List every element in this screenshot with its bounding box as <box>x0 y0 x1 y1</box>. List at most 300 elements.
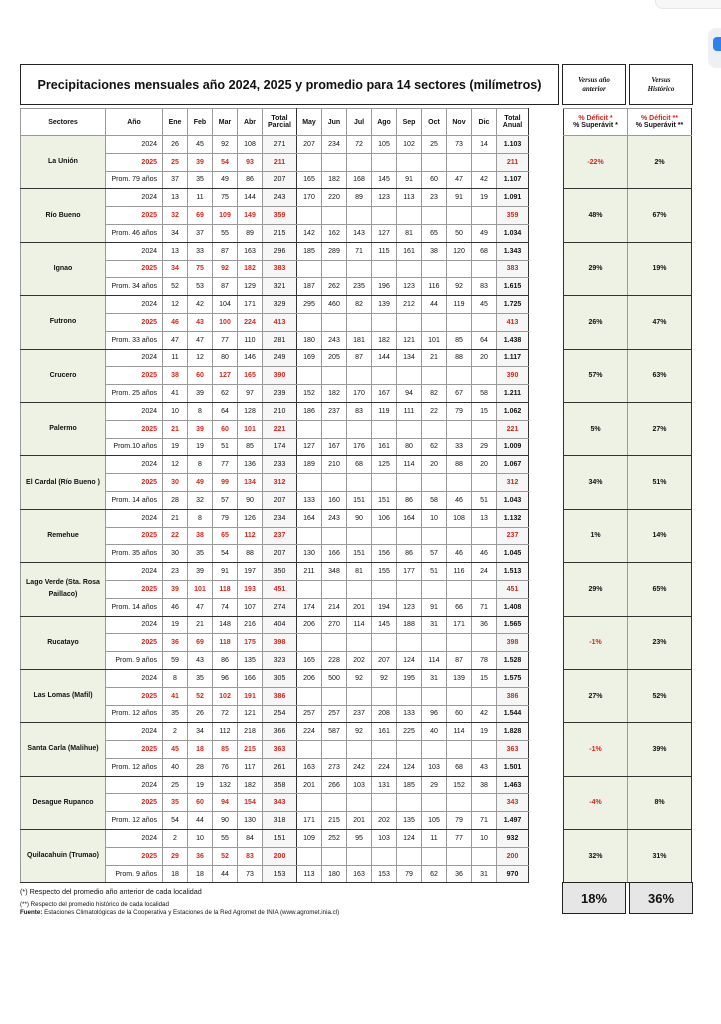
total-anual-value: 1.062 <box>497 402 529 420</box>
month-value: 45 <box>163 741 188 759</box>
vs-anterior-value: -22% <box>564 136 628 189</box>
month-value <box>322 634 347 652</box>
month-value: 135 <box>238 652 263 670</box>
month-value: 126 <box>238 509 263 527</box>
year-cell: Prom. 46 años <box>106 224 163 242</box>
total-parcial-value: 261 <box>263 758 297 776</box>
month-value <box>297 580 322 598</box>
month-value: 62 <box>422 865 447 883</box>
month-value: 206 <box>297 616 322 634</box>
total-parcial-value: 383 <box>263 260 297 278</box>
year-cell: 2025 <box>106 580 163 598</box>
month-value <box>322 580 347 598</box>
month-value: 104 <box>213 296 238 314</box>
vs-historico-value: 51% <box>628 456 692 509</box>
month-value: 71 <box>472 812 497 830</box>
month-value: 77 <box>213 456 238 474</box>
month-value: 87 <box>347 349 372 367</box>
month-value <box>372 367 397 385</box>
month-value: 460 <box>322 296 347 314</box>
month-value: 113 <box>397 189 422 207</box>
total-anual-value: 1.501 <box>497 758 529 776</box>
month-value <box>397 313 422 331</box>
month-value: 224 <box>238 313 263 331</box>
month-value: 135 <box>397 812 422 830</box>
month-value: 99 <box>213 474 238 492</box>
month-value: 169 <box>297 349 322 367</box>
total-anual-value: 312 <box>497 474 529 492</box>
gap-cell <box>529 207 564 225</box>
month-value: 186 <box>297 402 322 420</box>
month-value: 10 <box>422 509 447 527</box>
month-value: 2 <box>163 830 188 848</box>
side-panel-toggle[interactable] <box>708 28 721 68</box>
month-value <box>397 367 422 385</box>
month-value: 19 <box>188 438 213 456</box>
year-cell: 2024 <box>106 669 163 687</box>
footnote-source: Fuente: Estaciones Climatológicas de la Cooperativa y Estaciones de la Red Agromet de INIA (www.agromet.inia.cl) <box>20 909 340 916</box>
month-value: 165 <box>238 367 263 385</box>
total-anual-value: 237 <box>497 527 529 545</box>
month-value: 8 <box>188 509 213 527</box>
month-value: 64 <box>213 402 238 420</box>
month-value: 201 <box>297 776 322 794</box>
month-value <box>447 260 472 278</box>
total-anual-value: 363 <box>497 741 529 759</box>
month-value: 34 <box>188 723 213 741</box>
col-deficit-historico: % Déficit ** % Superávit ** <box>628 109 692 136</box>
month-value: 171 <box>447 616 472 634</box>
year-cell: 2024 <box>106 189 163 207</box>
gap-cell <box>529 847 564 865</box>
month-value <box>347 847 372 865</box>
month-value <box>347 474 372 492</box>
total-anual-value: 390 <box>497 367 529 385</box>
month-value: 86 <box>238 171 263 189</box>
total-anual-value: 1.043 <box>497 491 529 509</box>
month-value <box>472 153 497 171</box>
month-value: 149 <box>238 207 263 225</box>
month-value: 170 <box>347 385 372 403</box>
sector-name: Crucero <box>21 349 106 402</box>
month-value <box>322 367 347 385</box>
month-value <box>322 474 347 492</box>
month-value: 202 <box>347 652 372 670</box>
year-cell: Prom. 12 años <box>106 758 163 776</box>
month-value: 44 <box>188 812 213 830</box>
month-value: 82 <box>422 385 447 403</box>
gap-cell <box>529 420 564 438</box>
month-value: 32 <box>188 491 213 509</box>
gap-cell <box>529 669 564 687</box>
month-value: 29 <box>472 438 497 456</box>
month-value: 89 <box>238 224 263 242</box>
month-value <box>372 207 397 225</box>
month-value: 35 <box>188 171 213 189</box>
month-value: 176 <box>347 438 372 456</box>
month-value: 114 <box>397 456 422 474</box>
gap-cell <box>529 865 564 883</box>
month-value: 20 <box>422 456 447 474</box>
month-value: 30 <box>163 545 188 563</box>
month-value <box>297 367 322 385</box>
month-value: 33 <box>188 242 213 260</box>
table-row <box>21 402 692 420</box>
total-anual-value: 1.528 <box>497 652 529 670</box>
total-vs-anterior: 18% <box>562 882 626 914</box>
month-value: 170 <box>297 189 322 207</box>
month-value: 15 <box>472 669 497 687</box>
month-value: 295 <box>297 296 322 314</box>
versus-anterior-header: Versus año anterior <box>562 64 626 105</box>
month-value: 136 <box>238 456 263 474</box>
month-value: 18 <box>163 865 188 883</box>
month-value <box>422 153 447 171</box>
month-value <box>397 794 422 812</box>
total-anual-value: 932 <box>497 830 529 848</box>
month-value: 252 <box>322 830 347 848</box>
col-month-ago: Ago <box>372 109 397 136</box>
month-value <box>322 741 347 759</box>
month-value <box>447 153 472 171</box>
month-value <box>422 207 447 225</box>
month-value: 68 <box>447 758 472 776</box>
month-value <box>397 474 422 492</box>
col-month-feb: Feb <box>188 109 213 136</box>
month-value: 171 <box>238 296 263 314</box>
vs-anterior-value: -1% <box>564 723 628 776</box>
vs-anterior-value: 48% <box>564 189 628 242</box>
month-value: 31 <box>472 865 497 883</box>
total-parcial-value: 153 <box>263 865 297 883</box>
total-anual-value: 383 <box>497 260 529 278</box>
sector-name: Desague Rupanco <box>21 776 106 829</box>
table-row <box>21 296 692 314</box>
month-value: 257 <box>322 705 347 723</box>
month-value: 105 <box>372 136 397 154</box>
total-anual-value: 1.513 <box>497 563 529 581</box>
month-value: 164 <box>397 509 422 527</box>
month-value: 87 <box>213 242 238 260</box>
month-value: 12 <box>163 456 188 474</box>
month-value: 45 <box>472 296 497 314</box>
total-anual-value: 1.438 <box>497 331 529 349</box>
vs-historico-value: 2% <box>628 136 692 189</box>
gap-cell <box>529 527 564 545</box>
month-value: 165 <box>297 171 322 189</box>
total-anual-value: 1.615 <box>497 278 529 296</box>
total-parcial-value: 234 <box>263 509 297 527</box>
sector-name: El Cardal (Río Bueno ) <box>21 456 106 509</box>
total-parcial-value: 359 <box>263 207 297 225</box>
vs-historico-value: 67% <box>628 189 692 242</box>
month-value: 90 <box>213 812 238 830</box>
month-value: 106 <box>372 509 397 527</box>
month-value: 60 <box>422 171 447 189</box>
table-row <box>21 830 692 848</box>
total-parcial-value: 243 <box>263 189 297 207</box>
month-value: 187 <box>297 278 322 296</box>
month-value: 132 <box>213 776 238 794</box>
gap-cell <box>529 474 564 492</box>
year-cell: 2024 <box>106 509 163 527</box>
month-value: 39 <box>163 580 188 598</box>
month-value: 60 <box>188 794 213 812</box>
month-value: 155 <box>372 563 397 581</box>
month-value <box>372 474 397 492</box>
month-value: 44 <box>422 296 447 314</box>
vs-historico-value: 39% <box>628 723 692 776</box>
month-value <box>422 741 447 759</box>
month-value: 289 <box>322 242 347 260</box>
month-value <box>297 474 322 492</box>
month-value <box>372 794 397 812</box>
month-value <box>397 260 422 278</box>
month-value: 151 <box>372 491 397 509</box>
month-value <box>347 153 372 171</box>
month-value: 182 <box>322 171 347 189</box>
col-month-sep: Sep <box>397 109 422 136</box>
month-value: 20 <box>472 456 497 474</box>
month-value: 25 <box>163 153 188 171</box>
month-value <box>447 474 472 492</box>
month-value: 90 <box>238 491 263 509</box>
month-value <box>347 794 372 812</box>
month-value: 47 <box>163 331 188 349</box>
month-value: 197 <box>238 563 263 581</box>
month-value <box>397 420 422 438</box>
gap-cell <box>529 741 564 759</box>
vs-anterior-value: -4% <box>564 776 628 829</box>
month-value: 23 <box>163 563 188 581</box>
month-value: 42 <box>188 296 213 314</box>
month-value: 156 <box>372 545 397 563</box>
gap-cell <box>529 812 564 830</box>
month-value <box>397 580 422 598</box>
month-value: 119 <box>447 296 472 314</box>
month-value: 13 <box>472 509 497 527</box>
month-value: 77 <box>213 331 238 349</box>
month-value: 40 <box>422 723 447 741</box>
month-value: 152 <box>447 776 472 794</box>
total-parcial-value: 305 <box>263 669 297 687</box>
gap-cell <box>529 758 564 776</box>
month-value: 22 <box>163 527 188 545</box>
year-cell: 2024 <box>106 349 163 367</box>
col-gap <box>529 109 564 136</box>
month-value: 53 <box>188 278 213 296</box>
month-value: 243 <box>322 509 347 527</box>
month-value: 242 <box>347 758 372 776</box>
month-value: 35 <box>188 669 213 687</box>
month-value <box>297 207 322 225</box>
year-cell: 2024 <box>106 776 163 794</box>
month-value: 273 <box>322 758 347 776</box>
col-month-mar: Mar <box>213 109 238 136</box>
month-value: 101 <box>422 331 447 349</box>
total-anual-value: 343 <box>497 794 529 812</box>
vs-historico-value: 19% <box>628 242 692 295</box>
total-anual-value: 1.544 <box>497 705 529 723</box>
month-value <box>447 847 472 865</box>
total-anual-value: 1.408 <box>497 598 529 616</box>
month-value: 180 <box>297 331 322 349</box>
month-value <box>447 207 472 225</box>
month-value: 43 <box>472 758 497 776</box>
month-value: 161 <box>397 242 422 260</box>
total-anual-value: 1.107 <box>497 171 529 189</box>
month-value: 13 <box>163 242 188 260</box>
month-value: 205 <box>322 349 347 367</box>
col-month-nov: Nov <box>447 109 472 136</box>
total-anual-value: 970 <box>497 865 529 883</box>
year-cell: Prom. 33 años <box>106 331 163 349</box>
month-value: 182 <box>372 331 397 349</box>
month-value: 28 <box>188 758 213 776</box>
year-cell: 2025 <box>106 367 163 385</box>
year-cell: 2025 <box>106 634 163 652</box>
year-cell: Prom. 79 años <box>106 171 163 189</box>
col-sectores: Sectores <box>21 109 106 136</box>
month-value: 46 <box>472 545 497 563</box>
gap-cell <box>529 438 564 456</box>
precipitation-report <box>20 64 693 916</box>
gap-cell <box>529 456 564 474</box>
footnote-anterior: (*) Respecto del promedio año anterior de cada localidad <box>20 887 202 896</box>
month-value: 128 <box>238 402 263 420</box>
month-value: 57 <box>213 491 238 509</box>
month-value: 220 <box>322 189 347 207</box>
month-value: 144 <box>372 349 397 367</box>
month-value: 8 <box>188 402 213 420</box>
month-value: 131 <box>372 776 397 794</box>
month-value: 51 <box>213 438 238 456</box>
month-value: 175 <box>238 634 263 652</box>
sector-name: Lago Verde (Sta. Rosa Paillaco) <box>21 563 106 616</box>
month-value: 32 <box>163 207 188 225</box>
month-value <box>347 420 372 438</box>
vs-historico-value: 8% <box>628 776 692 829</box>
month-value: 54 <box>163 812 188 830</box>
total-anual-value: 1.067 <box>497 456 529 474</box>
total-parcial-value: 321 <box>263 278 297 296</box>
month-value <box>397 207 422 225</box>
month-value: 94 <box>397 385 422 403</box>
table-row <box>21 456 692 474</box>
vs-anterior-value: 34% <box>564 456 628 509</box>
month-value <box>447 741 472 759</box>
sector-name: Rucatayo <box>21 616 106 669</box>
month-value: 80 <box>213 349 238 367</box>
month-value <box>472 634 497 652</box>
month-value: 35 <box>163 705 188 723</box>
month-value <box>372 527 397 545</box>
month-value: 58 <box>472 385 497 403</box>
total-parcial-value: 358 <box>263 776 297 794</box>
month-value: 66 <box>447 598 472 616</box>
vs-anterior-value: 26% <box>564 296 628 349</box>
month-value: 145 <box>372 616 397 634</box>
sector-name: La Unión <box>21 136 106 189</box>
month-value: 11 <box>422 830 447 848</box>
year-cell: 2024 <box>106 563 163 581</box>
month-value <box>397 847 422 865</box>
gap-cell <box>529 687 564 705</box>
month-value <box>397 153 422 171</box>
month-value: 109 <box>297 830 322 848</box>
month-value <box>297 687 322 705</box>
gap-cell <box>529 794 564 812</box>
month-value: 19 <box>472 189 497 207</box>
month-value: 49 <box>188 474 213 492</box>
total-parcial-value: 281 <box>263 331 297 349</box>
month-value <box>297 420 322 438</box>
vs-anterior-value: 1% <box>564 509 628 562</box>
month-value: 46 <box>163 598 188 616</box>
month-value: 224 <box>297 723 322 741</box>
month-value: 46 <box>163 313 188 331</box>
month-value: 154 <box>238 794 263 812</box>
month-value: 201 <box>347 598 372 616</box>
month-value: 151 <box>347 545 372 563</box>
sector-name: Futrono <box>21 296 106 349</box>
month-value: 133 <box>297 491 322 509</box>
vs-historico-value: 31% <box>628 830 692 883</box>
gap-cell <box>529 136 564 154</box>
total-parcial-value: 390 <box>263 367 297 385</box>
gap-cell <box>529 598 564 616</box>
month-value: 211 <box>297 563 322 581</box>
month-value <box>347 580 372 598</box>
total-anual-value: 1.725 <box>497 296 529 314</box>
month-value: 120 <box>447 242 472 260</box>
month-value <box>372 420 397 438</box>
month-value: 86 <box>397 545 422 563</box>
month-value: 121 <box>397 331 422 349</box>
month-value: 75 <box>188 260 213 278</box>
month-value: 88 <box>238 545 263 563</box>
month-value: 102 <box>213 687 238 705</box>
total-anual-value: 1.009 <box>497 438 529 456</box>
month-value: 92 <box>213 260 238 278</box>
month-value: 49 <box>472 224 497 242</box>
total-parcial-value: 274 <box>263 598 297 616</box>
month-value: 102 <box>397 136 422 154</box>
month-value: 129 <box>238 278 263 296</box>
month-value <box>347 207 372 225</box>
month-value: 193 <box>238 580 263 598</box>
month-value: 160 <box>322 491 347 509</box>
table-row <box>21 349 692 367</box>
month-value: 83 <box>472 278 497 296</box>
month-value: 38 <box>472 776 497 794</box>
month-value: 109 <box>213 207 238 225</box>
month-value: 114 <box>447 723 472 741</box>
table-row <box>21 509 692 527</box>
year-cell: 2024 <box>106 136 163 154</box>
total-parcial-value: 151 <box>263 830 297 848</box>
month-value: 59 <box>163 652 188 670</box>
month-value: 96 <box>422 705 447 723</box>
month-value <box>372 741 397 759</box>
total-parcial-value: 398 <box>263 634 297 652</box>
month-value <box>322 313 347 331</box>
gap-cell <box>529 296 564 314</box>
month-value: 139 <box>447 669 472 687</box>
month-value: 165 <box>297 652 322 670</box>
month-value: 28 <box>163 491 188 509</box>
month-value <box>297 527 322 545</box>
